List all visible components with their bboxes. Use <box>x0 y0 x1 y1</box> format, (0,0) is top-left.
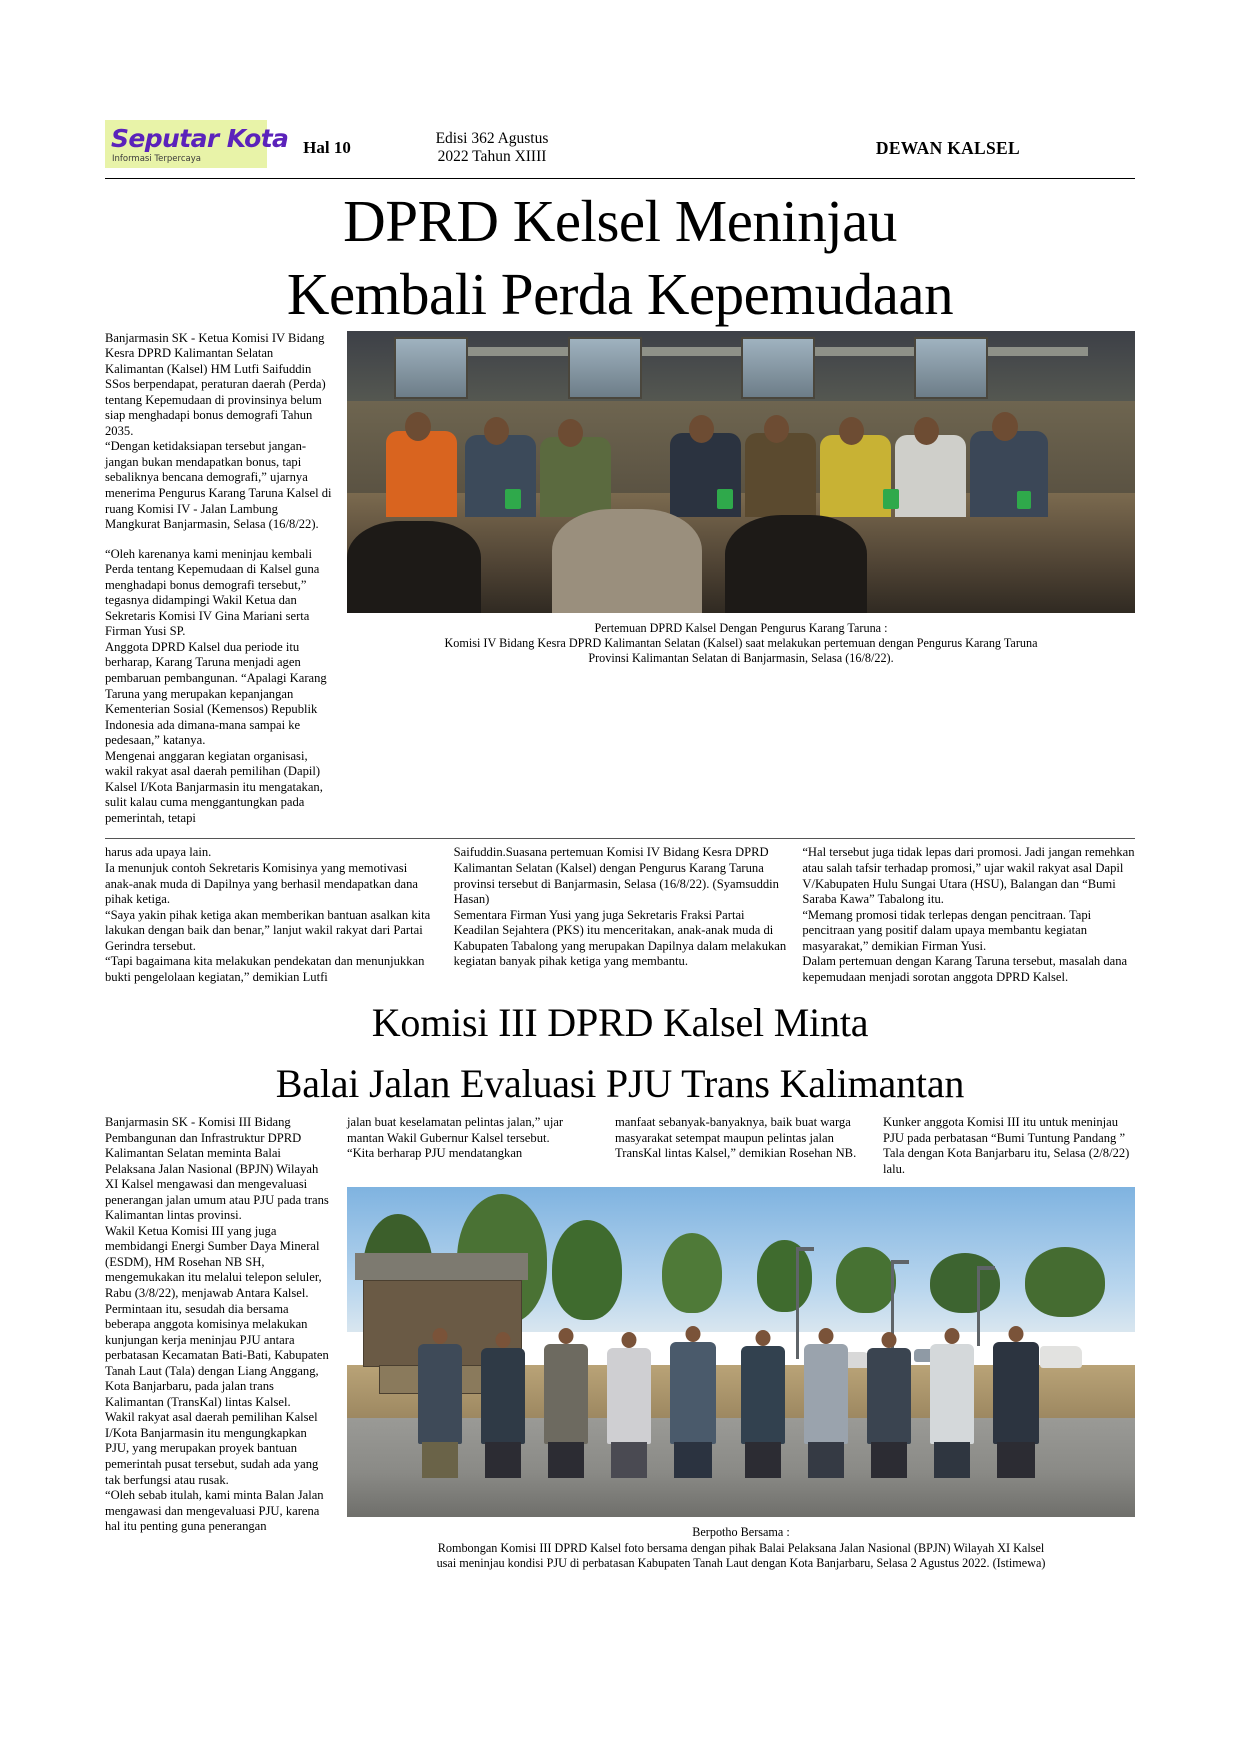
edition-info <box>387 120 597 166</box>
paragraph: Wakil rakyat asal daerah pemilihan Kalsel I/Kota Banjarmasin itu mengungkapkan PJU, yang merupakan proyek bantuan pemerintah pusat tersebut, sudah ada yang tak berfungsi atau rusak. <box>105 1410 319 1487</box>
paragraph: Ia menunjuk contoh Sekretaris Komisinya yang memotivasi anak-anak muda di Dapilnya yang berhasil mendapatkan dana pihak ketiga. <box>105 861 418 907</box>
article2-column-left <box>105 1115 333 1571</box>
article1-column-a <box>105 845 438 985</box>
paragraph: “Memang promosi tidak terlepas dengan pencitraan. Tapi pencitraan yang positif dalam upaya membantu kegiatan masyarakat,” demikian Firman Yusi. <box>802 907 1092 953</box>
article2-column-right-2 <box>883 1115 1135 1177</box>
article1-photo-meeting-room <box>347 331 1135 613</box>
article2-headline-line1: Komisi III DPRD Kalsel Minta <box>371 1000 869 1046</box>
paragraph: “Hal tersebut juga tidak lepas dari promosi. Jadi jangan remehkan atau salah tafsir terhadap promosi,” ujar wakil rakyat asal Dapil V/Kabupaten Hulu Sungai Utara (HSU), Balangan dan “Bumi Saraba Kawa” Tabalong itu. <box>802 845 1135 907</box>
masthead <box>105 120 1135 176</box>
publication-logo <box>105 120 289 168</box>
paragraph: Permintaan itu, sesudah dia bersama beberapa anggota komisinya melakukan kunjungan kerja meninjau PJU antara perbatasan Kecamatan Bati-Bati, Kabupaten Tanah Laut (Tala) dengan Liang Anggang, Kota Banjarbaru, pada jalan trans Kalimantan (TransKal) lintas Kalsel. <box>105 1301 329 1409</box>
logo-tagline: Informasi Terpercaya <box>112 154 201 164</box>
article1-headline-line1: DPRD Kelsel Meninjau <box>343 188 897 254</box>
masthead-divider <box>105 178 1135 179</box>
paragraph: Dalam pertemuan dengan Karang Taruna tersebut, masalah dana kepemudaan menjadi sorotan anggota DPRD Kalsel. <box>802 954 1128 984</box>
paragraph: Banjarmasin SK - Ketua Komisi IV Bidang Kesra DPRD Kalimantan Selatan Kalimantan (Kalsel) HM Lutfi Saifuddin SSos berpendapat, peraturan daerah (Perda) tentang Kepemudaan di provinsinya belum siap menghadapi bonus demografi Tahun 2035. <box>105 330 326 438</box>
paragraph: “Kita berharap PJU mendatangkan <box>347 1146 523 1161</box>
paragraph: manfaat sebanyak-banyaknya, baik buat warga masyarakat setempat maupun pelintas jalan TransKal lintas Kalsel,” demikian Rosehan NB. <box>615 1115 857 1161</box>
caption-line-1: Rombongan Komisi III DPRD Kalsel foto bersama dengan pihak Balai Pelaksana Jalan Nasional (BPJN) Wilayah XI Kalsel <box>437 1540 1045 1555</box>
article2-photo-caption <box>347 1525 1135 1571</box>
caption-line-2: usai meninjau kondisi PJU di perbatasan Kabupaten Tanah Laut dengan Kota Banjarbaru, Selasa 2 Agustus 2022. (Istimewa) <box>436 1555 1046 1570</box>
article2-column-mid <box>347 1115 599 1177</box>
article1-top-section <box>105 331 1135 827</box>
page-sheet <box>105 120 1135 1571</box>
paragraph: Wakil Ketua Komisi III yang juga membidangi Energi Sumber Daya Mineral (ESDM), HM Rosehan NB SH, mengemukakan itu melalui telepon seluler, Rabu (3/8/22), menjawab Antara Kalsel. <box>105 1223 322 1301</box>
paragraph: “Oleh sebab itulah, kami minta Balan Jalan mengawasi dan mengevaluasi PJU, karena hal itu penting guna penerangan <box>105 1488 324 1534</box>
article1-photo-column <box>347 331 1135 827</box>
article2-column-right-1 <box>615 1115 867 1177</box>
paragraph: Mengenai anggaran kegiatan organisasi, wakil rakyat asal daerah pemilihan (Dapil) Kalsel I/Kota Banjarmasin itu mengatakan, sulit kalau cuma menggantungkan pada pemerintah, tetapi <box>105 748 323 825</box>
section-title: DEWAN KALSEL <box>875 138 1020 158</box>
edition-line-1: Edisi 362 Agustus <box>435 130 549 147</box>
paragraph: Sementara Firman Yusi yang juga Sekretaris Fraksi Partai Keadilan Sejahtera (PKS) itu menceritakan, anak-anak muda di Kabupaten Tabalong yang merupakan Dapilnya dalam melakukan kegiatan banyak pihak ketiga yang membantu. <box>453 907 787 969</box>
caption-title: Berpotho Bersama : <box>692 1525 790 1540</box>
article1-photo-caption <box>347 621 1135 667</box>
article2-top-columns <box>347 1115 1135 1177</box>
paragraph: “Dengan ketidaksiapan tersebut jangan-jangan bukan mendapatkan bonus, tapi sebaliknya bencana demografi,” ujarnya menerima Pengurus Karang Taruna Kalsel di ruang Komisi IV - Jalan Lambung Mangkurat Banjarmasin, Selasa (16/8/22). <box>105 439 332 532</box>
paragraph: “Oleh karenanya kami meninjau kembali Perda tentang Kepemudaan di Kalsel guna menghadapi bonus demografi tersebut,” tegasnya didampingi Wakil Ketua dan Sekretaris Komisi IV Gina Mariani serta Firman Yusi SP. <box>105 546 320 639</box>
article2-headline-line2: Balai Jalan Evaluasi PJU Trans Kalimantan <box>275 1061 965 1107</box>
article1-lead-column <box>105 331 333 827</box>
paragraph: “Saya yakin pihak ketiga akan memberikan bantuan asalkan kita lakukan dengan baik dan benar,” lanjut wakil rakyat dari Partai Gerindra tersebut. <box>105 907 431 953</box>
paragraph: Saifuddin.Suasana pertemuan Komisi IV Bidang Kesra DPRD Kalimantan Selatan (Kalsel) dengan Pengurus Karang Taruna provinsi tersebut di Banjarmasin, Selasa (16/8/22). (Syamsuddin Hasan) <box>453 845 779 907</box>
caption-line-1: Komisi IV Bidang Kesra DPRD Kalimantan Selatan (Kalsel) saat melakukan pertemuan dengan Pengurus Karang Taruna <box>444 635 1038 650</box>
paragraph: harus ada upaya lain. <box>105 845 212 860</box>
caption-title: Pertemuan DPRD Kalsel Dengan Pengurus Karang Taruna : <box>594 620 888 635</box>
article1-continuation-columns <box>105 838 1135 985</box>
article2-body-section <box>105 1115 1135 1571</box>
article2-right-area <box>347 1115 1135 1571</box>
paragraph: “Tapi bagaimana kita melakukan pendekatan dan menunjukkan bukti pengelolaan kegiatan,” demikian Lutfi <box>105 954 425 984</box>
logo-wordmark: Seputar Kota <box>111 124 289 153</box>
caption-line-2: Provinsi Kalimantan Selatan di Banjarmasin, Selasa (16/8/22). <box>588 651 894 666</box>
article1-headline-line2: Kembali Perda Kepemudaan <box>286 260 954 327</box>
article1-column-c <box>802 845 1135 985</box>
paragraph: jalan buat keselamatan pelintas jalan,” ujar mantan Wakil Gubernur Kalsel tersebut. <box>347 1115 564 1145</box>
edition-line-2: 2022 Tahun XIIII <box>437 147 547 165</box>
paragraph: Anggota DPRD Kalsel dua periode itu berharap, Karang Taruna menjadi agen pembaruan pembangunan. “Apalagi Karang Taruna yang merupakan kepanjangan Kementerian Sosial (Kemensos) Republik Indonesia ada dimana-mana sampai ke pedesaan,” katanya. <box>105 639 327 748</box>
article1-column-b <box>454 845 787 985</box>
article2-photo-group-roadside <box>347 1187 1135 1517</box>
paragraph: Kunker anggota Komisi III itu untuk meninjau PJU pada perbatasan “Bumi Tuntung Pandang ” Tala dengan Kota Banjarbaru itu, Selasa (2/8/22) lalu. <box>883 1115 1130 1176</box>
page-number-label: Hal 10 <box>303 138 351 157</box>
paragraph: Banjarmasin SK - Komisi III Bidang Pembangunan dan Infrastruktur DPRD Kalimantan Selatan meminta Balai Pelaksana Jalan Nasional (BPJN) Wilayah XI Kalsel mengawasi dan mengevaluasi penerangan jalan umum atau PJU pada trans Kalimantan lintas provinsi. <box>105 1115 329 1223</box>
